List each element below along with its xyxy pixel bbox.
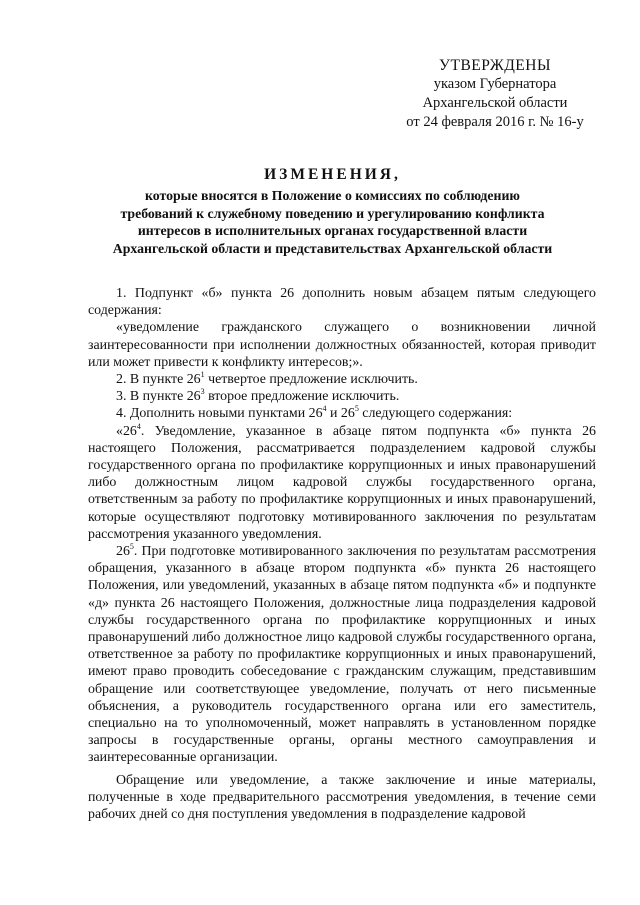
title-line-3: интересов в исполнительных органах государственной власти xyxy=(137,223,528,238)
title-line-4: Архангельской области и представительствах Архангельской области xyxy=(112,240,553,256)
paragraph-7-clause-26-5: $26^5$. При подготовке мотивированного заключения по результатам рассмотрения обращения, указанного в абзаце втором подпункта «б» пункта 26 настоящего Положения, или уведомлений, указанных в абзаце пятом подпункта «б» и подпункте «д» пункта 26 настоящего Положения, должностные лица подразделения кадровой службы государственного органа по профилактике коррупционных и иных правонарушений либо должностное лицо кадровой службы государственного органа, ответственное за работу по профилактике коррупционных и иных правонарушений, имеют право проводить собеседование с гражданским служащим, представившим обращение или соответствующее уведомление, получать от него письменные объяснения, а руководитель государственного органа или его заместитель, специально на то уполномоченный, может направлять в установленном порядке запросы в государственные органы, органы местного самоуправления и заинтересованные организации. xyxy=(88,542,596,766)
superscript: 4 xyxy=(136,421,141,431)
paragraph-8: Обращение или уведомление, а также заключение и иные материалы, полученные в ходе предварительного рассмотрения уведомления, в течение семи рабочих дней со дня поступления уведомления в подразделение кадровой xyxy=(88,772,596,823)
document-body xyxy=(88,285,596,823)
approval-line-region: Архангельской области xyxy=(422,95,568,111)
superscript: 5 xyxy=(354,404,359,414)
approval-line-date: от 24 февраля 2016 г. № 16-у xyxy=(406,114,584,130)
approval-stamp xyxy=(390,56,600,132)
superscript: 1 xyxy=(200,370,205,380)
superscript: 4 xyxy=(322,404,327,414)
paragraph-4: 3. В пункте $26^3$ второе предложение исключить. xyxy=(116,387,400,405)
paragraph-6-clause-26-4: «$26^4$. Уведомление, указанное в абзаце пятом подпункта «б» пункта 26 настоящего Положения, рассматривается подразделением кадровой службы государственного органа по профилактике коррупционных и иных правонарушений либо должностным лицом кадровой службы государственного органа, ответственным за работу по профилактике коррупционных и иных правонарушений, которые осуществляют подготовку мотивированного заключения по результатам рассмотрения указанного уведомления. xyxy=(88,421,596,542)
approval-heading: УТВЕРЖДЕНЫ xyxy=(439,57,551,74)
paragraph-1: 1. Подпункт «б» пункта 26 дополнить новым абзацем пятым следующего содержания: xyxy=(88,286,596,319)
document-title xyxy=(60,165,605,257)
superscript: 5 xyxy=(129,542,134,552)
title-heading: ИЗМЕНЕНИЯ, xyxy=(264,166,401,183)
paragraph-2-quote: «уведомление гражданского служащего о возникновении личной заинтересованности при исполнении должностных обязанностей, которая приводит или может привести к конфликту интересов;». xyxy=(88,320,596,370)
title-line-1: которые вносятся в Положение о комиссиях по соблюдению xyxy=(145,188,520,203)
approval-line-decree: указом Губернатора xyxy=(433,76,557,92)
superscript: 3 xyxy=(200,387,205,397)
paragraph-3: 2. В пункте $26^1$ четвертое предложение исключить. xyxy=(116,370,418,388)
title-line-2: требований к служебному поведению и урегулированию конфликта xyxy=(120,205,545,221)
paragraph-5: 4. Дополнить новыми пунктами $26^4$ и $26^5$ следующего содержания: xyxy=(116,404,513,422)
